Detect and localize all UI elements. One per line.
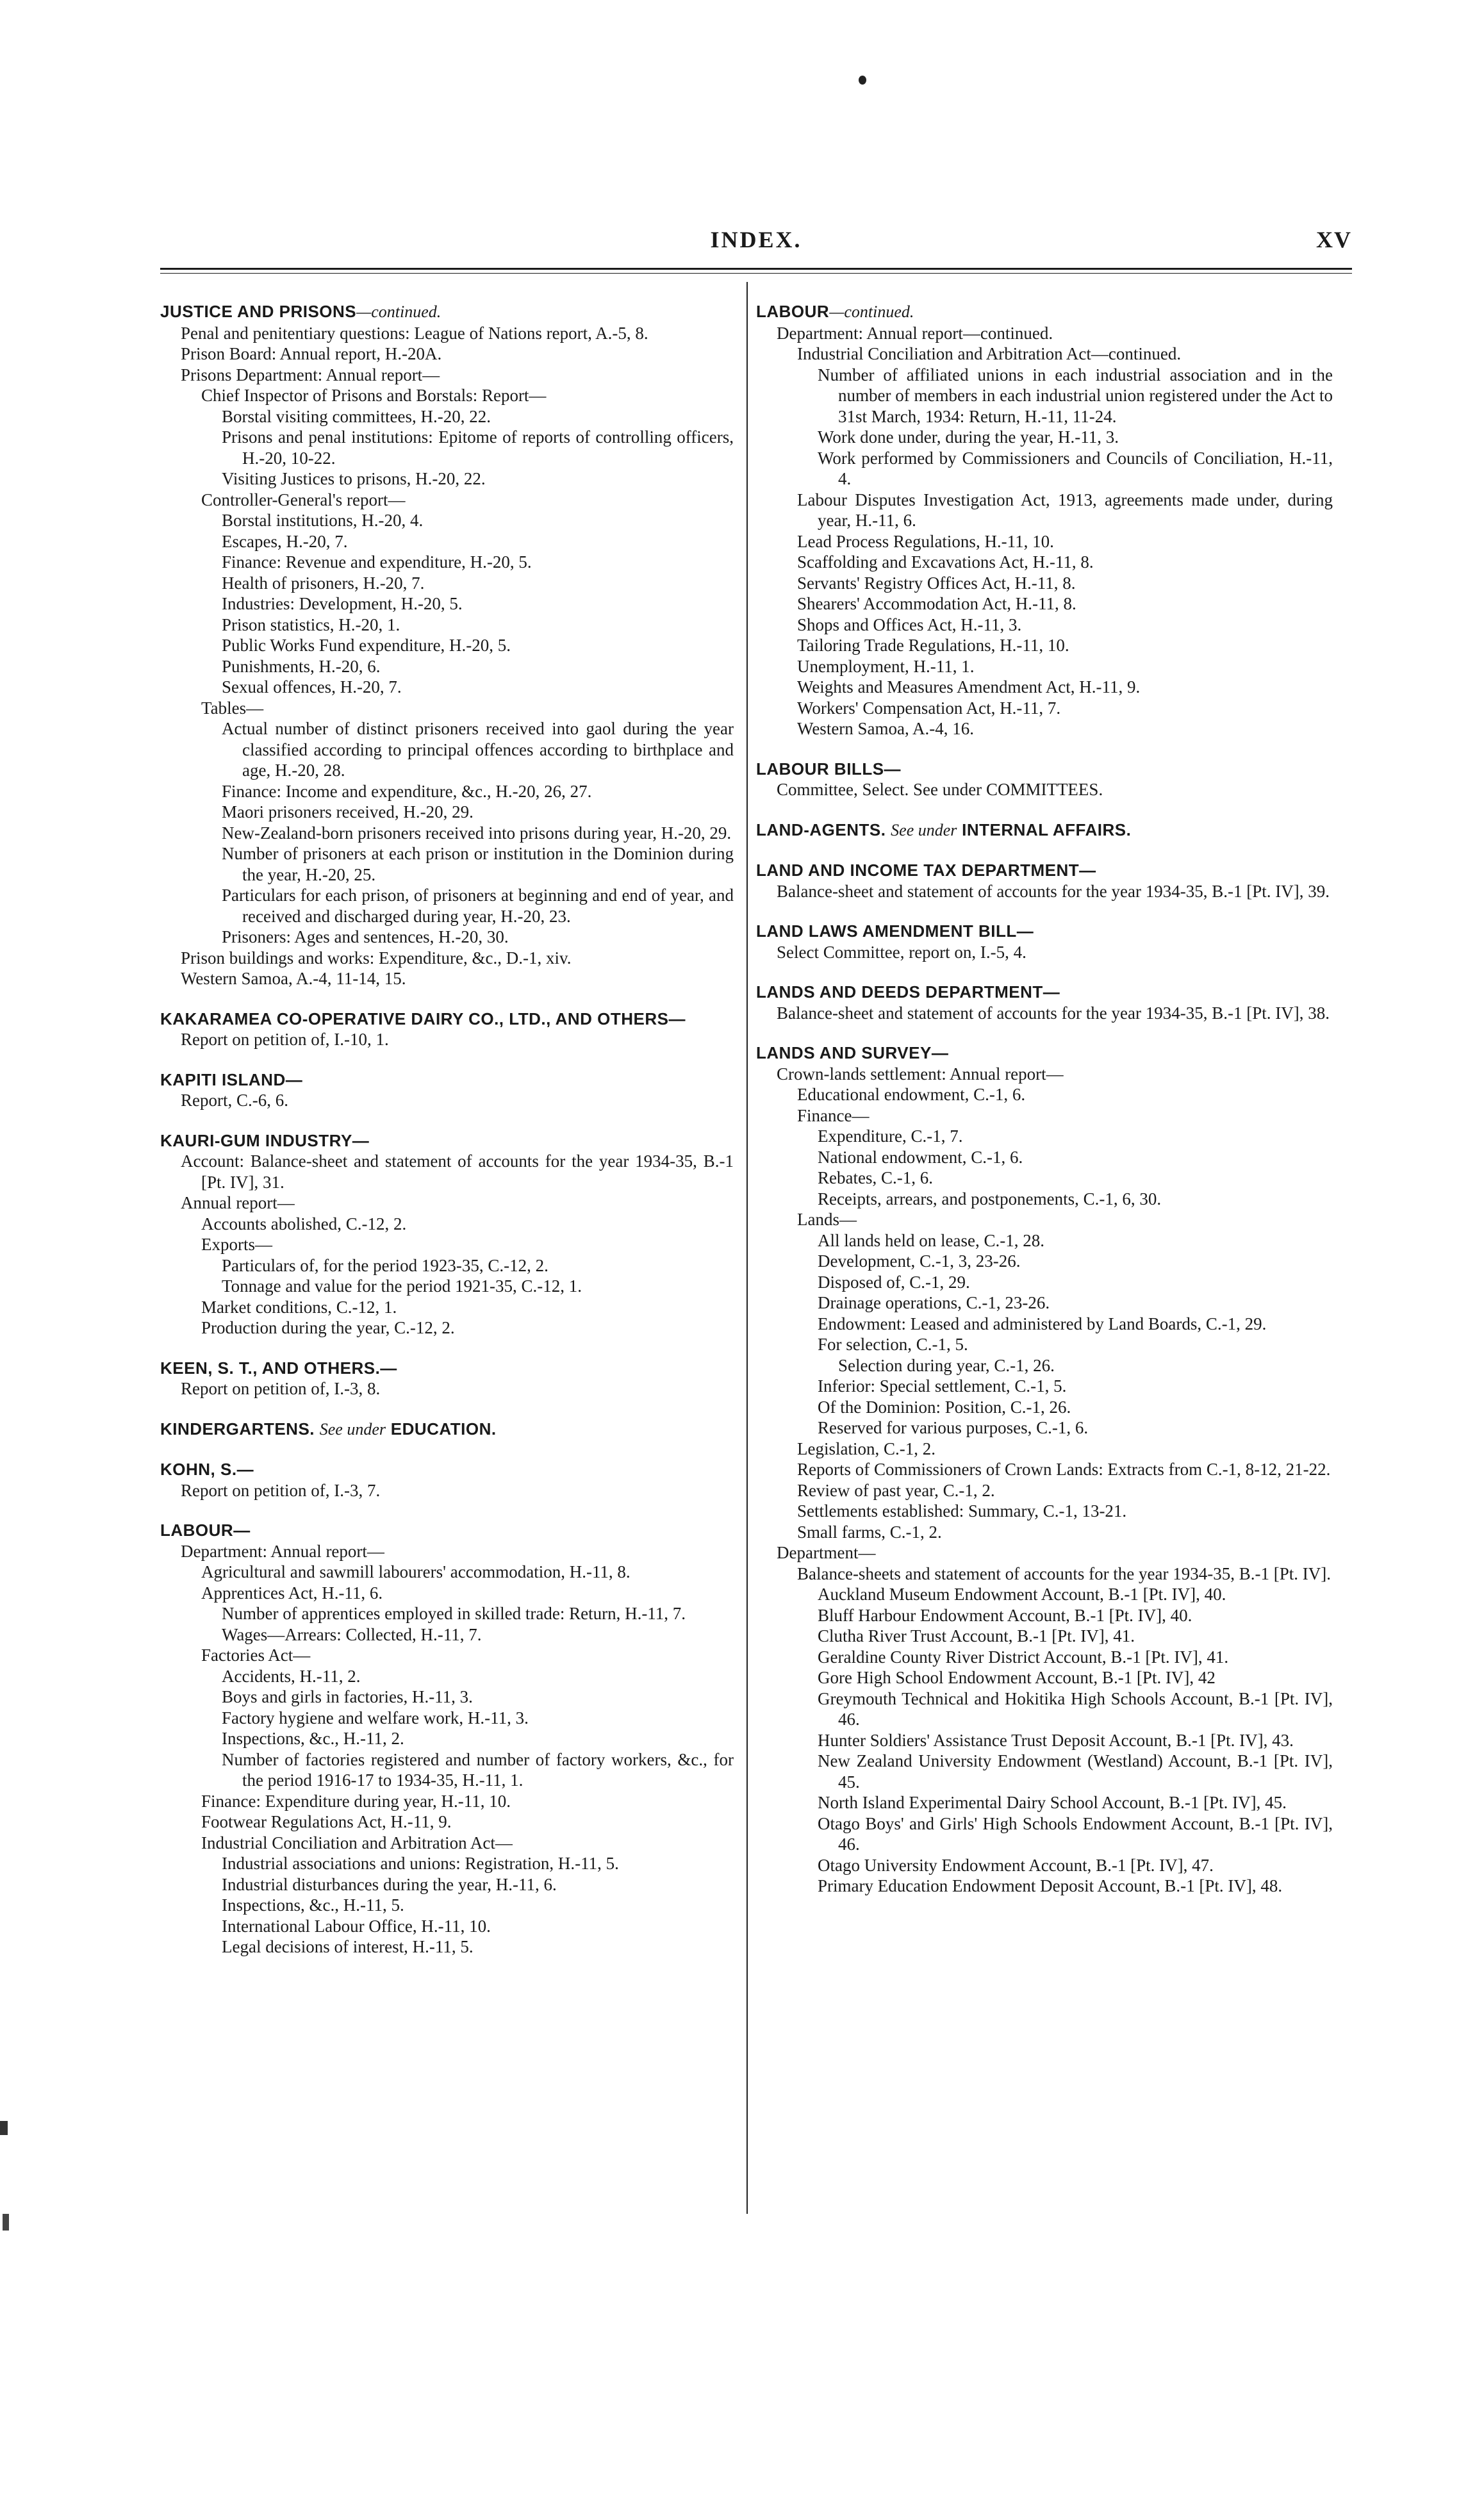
heading-text: LABOUR <box>756 302 830 321</box>
index-entry <box>756 698 1333 719</box>
see-under-label: See under <box>912 780 982 799</box>
entry-text: Bluff Harbour Endowment Account, B.-1 [Pt. IV], 40. <box>818 1605 1192 1625</box>
index-entry <box>756 1334 1333 1355</box>
index-entry <box>756 1397 1333 1418</box>
index-entry <box>756 718 1333 739</box>
entry-text: Unemployment, H.-11, 1. <box>797 656 975 676</box>
column-divider <box>746 282 748 2214</box>
entry-text: Accounts abolished, C.-12, 2. <box>201 1214 407 1233</box>
index-entry <box>160 823 734 844</box>
index-heading <box>756 1043 1333 1064</box>
entry-text: Production during the year, C.-12, 2. <box>201 1318 455 1337</box>
heading-text: KAPITI ISLAND— <box>160 1069 303 1089</box>
index-entry <box>160 1708 734 1729</box>
entry-text: Apprentices Act, H.-11, 6. <box>201 1583 383 1603</box>
entry-text: Selection during year, C.-1, 26. <box>838 1355 1055 1375</box>
index-entry <box>756 427 1333 448</box>
index-entry <box>160 802 734 823</box>
index-entry <box>756 1459 1333 1480</box>
entry-text: Prisoners: Ages and sentences, H.-20, 30. <box>222 927 509 946</box>
entry-text: Department: Annual report— <box>181 1541 384 1561</box>
index-entry <box>160 1687 734 1708</box>
index-entry <box>756 323 1333 344</box>
index-entry <box>160 635 734 656</box>
entry-text: Department: Annual report—continued. <box>777 323 1053 343</box>
index-entry <box>160 1541 734 1562</box>
index-entry <box>160 1192 734 1214</box>
entry-text: Exports— <box>201 1235 272 1254</box>
entry-text: Boys and girls in factories, H.-11, 3. <box>222 1687 473 1706</box>
index-entry <box>160 427 734 468</box>
index-entry <box>756 490 1333 531</box>
index-entry <box>160 843 734 885</box>
entry-text: Drainage operations, C.-1, 23-26. <box>818 1293 1050 1312</box>
index-heading <box>160 301 734 323</box>
index-entry <box>160 781 734 802</box>
entry-text: Tailoring Trade Regulations, H.-11, 10. <box>797 636 1069 655</box>
entry-text: Western Samoa, A.-4, 16. <box>797 719 975 738</box>
index-heading <box>160 1419 734 1440</box>
index-entry <box>160 406 734 427</box>
index-entry <box>756 614 1333 636</box>
index-entry <box>160 885 734 927</box>
entry-text: All lands held on lease, C.-1, 28. <box>818 1230 1044 1250</box>
index-entry <box>160 468 734 490</box>
entry-text: Finance— <box>797 1105 870 1125</box>
index-entry <box>756 1189 1333 1210</box>
index-entry <box>756 1667 1333 1688</box>
see-under-label: See under <box>319 1419 386 1439</box>
entry-text: Controller-General's report— <box>201 490 406 509</box>
index-entry <box>756 1105 1333 1126</box>
entry-text: Market conditions, C.-12, 1. <box>201 1297 397 1317</box>
index-entry <box>160 1791 734 1812</box>
index-entry <box>160 1029 734 1050</box>
index-entry <box>160 656 734 677</box>
entry-text: Western Samoa, A.-4, 11-14, 15. <box>181 969 406 988</box>
entry-text: Wages—Arrears: Collected, H.-11, 7. <box>222 1624 482 1644</box>
index-entry <box>756 1126 1333 1147</box>
index-entry <box>756 1751 1333 1792</box>
entry-text: Balance-sheets and statement of accounts for the year 1934-35, B.-1 [Pt. IV]. <box>797 1563 1331 1583</box>
entry-text: Small farms, C.-1, 2. <box>797 1522 942 1542</box>
entry-text: Number of affiliated unions in each industrial association and in the number of members in each industrial union registered under the Act to 31st March, 1934: Return, H.-11, 11-24. <box>818 365 1333 426</box>
entry-text: Maori prisoners received, H.-20, 29. <box>222 802 474 821</box>
index-entry <box>160 1645 734 1666</box>
index-entry <box>756 779 1333 800</box>
entry-text: Crown-lands settlement: Annual report— <box>777 1064 1064 1084</box>
entry-text: Inspections, &c., H.-11, 5. <box>222 1895 404 1915</box>
entry-text: Chief Inspector of Prisons and Borstals: Report— <box>201 386 547 405</box>
entry-text: Tonnage and value for the period 1921-35, C.-12, 1. <box>222 1276 582 1296</box>
entry-text: Otago Boys' and Girls' High Schools Endowment Account, B.-1 [Pt. IV], 46. <box>818 1813 1333 1854</box>
entry-text: Accidents, H.-11, 2. <box>222 1666 361 1686</box>
entry-text: Servants' Registry Offices Act, H.-11, 8. <box>797 573 1076 593</box>
entry-text: Department— <box>777 1543 876 1562</box>
entry-text: Prison statistics, H.-20, 1. <box>222 614 400 634</box>
entry-text: Prisons Department: Annual report— <box>181 365 440 384</box>
index-entry <box>756 552 1333 573</box>
entry-text: Industrial Conciliation and Arbitration Act—continued. <box>797 344 1182 363</box>
entry-text: North Island Experimental Dairy School Account, B.-1 [Pt. IV], 45. <box>818 1793 1287 1812</box>
index-entry <box>160 1666 734 1687</box>
entry-text: Escapes, H.-20, 7. <box>222 531 348 551</box>
index-entry <box>160 1562 734 1583</box>
heading-text: LAND-AGENTS. <box>756 820 886 839</box>
index-entry <box>756 1730 1333 1751</box>
entry-text: Borstal institutions, H.-20, 4. <box>222 511 424 530</box>
index-entry <box>160 1936 734 1958</box>
entry-text: Particulars for each prison, of prisoners at beginning and end of year, and received and discharged during year, H.-20, 23. <box>222 886 734 926</box>
index-entry <box>756 881 1333 902</box>
entry-text: Balance-sheet and statement of accounts for the year 1934-35, B.-1 [Pt. IV], 38. <box>777 1003 1330 1023</box>
index-entry <box>160 677 734 698</box>
entry-text: Finance: Revenue and expenditure, H.-20, 5. <box>222 552 532 572</box>
index-entry <box>160 1916 734 1937</box>
index-entry <box>756 1584 1333 1605</box>
index-entry <box>160 1276 734 1297</box>
entry-text: Legislation, C.-1, 2. <box>797 1439 936 1458</box>
index-entry <box>756 1563 1333 1585</box>
entry-text: Work done under, during the year, H.-11, 3. <box>818 427 1119 447</box>
entry-text: Workers' Compensation Act, H.-11, 7. <box>797 698 1061 718</box>
entry-text: For selection, C.-1, 5. <box>818 1335 968 1354</box>
entry-text: Receipts, arrears, and postponements, C.-1, 6, 30. <box>818 1189 1162 1208</box>
entry-text: Prisons and penal institutions: Epitome of reports of controlling officers, H.-20, 10-22. <box>222 427 734 468</box>
index-heading <box>160 1520 734 1541</box>
index-entry <box>756 1084 1333 1105</box>
heading-text: LAND LAWS AMENDMENT BILL— <box>756 921 1034 941</box>
entry-text: Settlements established: Summary, C.-1, 13-21. <box>797 1501 1127 1521</box>
entry-text: Legal decisions of interest, H.-11, 5. <box>222 1937 474 1956</box>
entry-text: Particulars of, for the period 1923-35, C.-12, 2. <box>222 1255 548 1275</box>
entry-text: Visiting Justices to prisons, H.-20, 22. <box>222 469 486 488</box>
heading-text: LABOUR— <box>160 1521 251 1540</box>
entry-text: Factories Act— <box>201 1645 311 1665</box>
entry-text: Work performed by Commissioners and Councils of Conciliation, H.-11, 4. <box>818 448 1333 488</box>
index-entry <box>160 510 734 531</box>
cross-reference: COMMITTEES. <box>985 780 1103 799</box>
index-entry <box>160 1480 734 1501</box>
index-entry <box>160 1853 734 1874</box>
index-entry <box>756 1647 1333 1668</box>
index-entry <box>160 343 734 365</box>
entry-text: Committee, Select. <box>777 780 909 799</box>
index-entry <box>160 1214 734 1235</box>
entry-text: Reserved for various purposes, C.-1, 6. <box>818 1418 1089 1437</box>
index-heading <box>756 921 1333 942</box>
index-entry <box>756 1147 1333 1168</box>
heading-text: LANDS AND SURVEY— <box>756 1043 949 1062</box>
entry-text: Geraldine County River District Account, B.-1 [Pt. IV], 41. <box>818 1647 1229 1667</box>
entry-text: Health of prisoners, H.-20, 7. <box>222 573 425 593</box>
entry-text: Inspections, &c., H.-11, 2. <box>222 1729 404 1748</box>
entry-text: Number of prisoners at each prison or institution in the Dominion during the year, H.-20, 25. <box>222 844 734 884</box>
index-entry <box>756 573 1333 594</box>
binding-mark <box>3 2214 9 2231</box>
header-rule-thin <box>160 273 1352 274</box>
index-entry <box>160 593 734 614</box>
index-heading <box>160 1358 734 1379</box>
heading-text: KAKARAMEA CO-OPERATIVE DAIRY CO., LTD., AND OTHERS— <box>160 1009 686 1028</box>
index-heading <box>160 1459 734 1480</box>
entry-text: Review of past year, C.-1, 2. <box>797 1480 995 1500</box>
entry-text: Auckland Museum Endowment Account, B.-1 [Pt. IV], 40. <box>818 1585 1226 1604</box>
continued-label: —continued. <box>356 302 441 321</box>
entry-text: Agricultural and sawmill labourers' accommodation, H.-11, 8. <box>201 1562 631 1581</box>
entry-text: Educational endowment, C.-1, 6. <box>797 1085 1026 1104</box>
entry-text: Report on petition of, I.-10, 1. <box>181 1030 389 1049</box>
entry-text: Actual number of distinct prisoners received into gaol during the year classified according to principal offences according to birthplace and age, H.-20, 28. <box>222 719 734 780</box>
index-entry <box>756 1272 1333 1293</box>
heading-text: JUSTICE AND PRISONS <box>160 302 357 321</box>
entry-text: Account: Balance-sheet and statement of accounts for the year 1934-35, B.-1 [Pt. IV], 31. <box>181 1151 734 1192</box>
index-entry <box>160 1234 734 1255</box>
index-entry <box>756 1792 1333 1813</box>
entry-text: Development, C.-1, 3, 23-26. <box>818 1251 1021 1271</box>
entry-text: Scaffolding and Excavations Act, H.-11, 8. <box>797 552 1094 572</box>
index-entry <box>160 531 734 552</box>
left-column <box>160 301 734 1958</box>
index-entry <box>756 635 1333 656</box>
index-entry <box>756 1292 1333 1314</box>
index-entry <box>756 1626 1333 1647</box>
entry-text: Finance: Expenditure during year, H.-11, 10. <box>201 1791 511 1811</box>
entry-text: Annual report— <box>181 1193 295 1212</box>
heading-text: KINDERGARTENS. <box>160 1419 315 1439</box>
index-entry <box>160 614 734 636</box>
index-entry <box>160 927 734 948</box>
index-heading <box>756 759 1333 780</box>
index-entry <box>160 1090 734 1111</box>
entry-text: Reports of Commissioners of Crown Lands: Extracts from C.-1, 8-12, 21-22. <box>797 1460 1331 1479</box>
binding-mark <box>0 2121 8 2135</box>
heading-text: LABOUR BILLS— <box>756 759 902 779</box>
index-entry <box>160 1151 734 1192</box>
index-entry <box>756 343 1333 365</box>
index-heading <box>756 820 1333 841</box>
index-entry <box>160 1255 734 1276</box>
index-entry <box>160 1895 734 1916</box>
cross-reference: EDUCATION. <box>390 1419 497 1439</box>
entry-text: Disposed of, C.-1, 29. <box>818 1272 970 1292</box>
right-column <box>756 301 1333 1897</box>
index-entry <box>160 573 734 594</box>
index-entry <box>160 323 734 344</box>
index-heading <box>756 860 1333 881</box>
entry-text: Factory hygiene and welfare work, H.-11, 3. <box>222 1708 529 1728</box>
entry-text: Report, C.-6, 6. <box>181 1091 288 1110</box>
entry-text: Industrial disturbances during the year, H.-11, 6. <box>222 1874 557 1894</box>
index-entry <box>756 1855 1333 1876</box>
entry-text: Tables— <box>201 698 264 718</box>
header-rule <box>160 268 1352 270</box>
heading-text: LANDS AND DEEDS DEPARTMENT— <box>756 982 1060 1002</box>
index-entry <box>756 1355 1333 1376</box>
index-entry <box>160 365 734 386</box>
entry-text: Public Works Fund expenditure, H.-20, 5. <box>222 636 511 655</box>
index-entry <box>756 1230 1333 1251</box>
entry-text: Sexual offences, H.-20, 7. <box>222 677 402 697</box>
index-heading <box>160 1130 734 1151</box>
index-entry <box>160 1833 734 1854</box>
entry-text: Punishments, H.-20, 6. <box>222 656 381 676</box>
entry-text: Number of apprentices employed in skilled trade: Return, H.-11, 7. <box>222 1604 686 1623</box>
entry-text: Inferior: Special settlement, C.-1, 5. <box>818 1376 1067 1396</box>
index-entry <box>756 1003 1333 1024</box>
index-entry <box>160 1624 734 1645</box>
entry-text: Balance-sheet and statement of accounts for the year 1934-35, B.-1 [Pt. IV], 39. <box>777 881 1330 901</box>
index-heading <box>756 982 1333 1003</box>
index-entry <box>160 1749 734 1791</box>
page-header <box>160 221 1352 266</box>
index-heading <box>160 1069 734 1091</box>
index-entry <box>160 1728 734 1749</box>
index-entry <box>756 1542 1333 1563</box>
entry-text: Greymouth Technical and Hokitika High Schools Account, B.-1 [Pt. IV], 46. <box>818 1688 1333 1729</box>
index-entry <box>756 677 1333 698</box>
entry-text: Shearers' Accommodation Act, H.-11, 8. <box>797 594 1076 613</box>
index-heading <box>756 301 1333 323</box>
entry-text: Lead Process Regulations, H.-11, 10. <box>797 531 1054 551</box>
page-number: XV <box>1316 227 1352 252</box>
entry-text: Borstal visiting committees, H.-20, 22. <box>222 406 491 426</box>
index-entry <box>160 1603 734 1624</box>
entry-text: Select Committee, report on, I.-5, 4. <box>777 942 1026 962</box>
index-entry <box>756 1314 1333 1335</box>
see-under-label: See under <box>891 820 957 839</box>
index-entry <box>756 1501 1333 1522</box>
index-entry <box>160 490 734 511</box>
entry-text: New Zealand University Endowment (Westland) Account, B.-1 [Pt. IV], 45. <box>818 1751 1333 1792</box>
index-entry <box>160 968 734 989</box>
heading-text: KOHN, S.— <box>160 1460 254 1479</box>
index-entry <box>756 365 1333 427</box>
entry-text: Rebates, C.-1, 6. <box>818 1168 933 1187</box>
index-entry <box>160 1583 734 1604</box>
cross-reference: INTERNAL AFFAIRS. <box>962 820 1132 839</box>
index-entry <box>756 1813 1333 1855</box>
entry-text: Otago University Endowment Account, B.-1 [Pt. IV], 47. <box>818 1855 1214 1875</box>
entry-text: Endowment: Leased and administered by Land Boards, C.-1, 29. <box>818 1314 1267 1333</box>
index-entry <box>756 1064 1333 1085</box>
index-entry <box>160 698 734 719</box>
heading-text: KAURI-GUM INDUSTRY— <box>160 1130 370 1150</box>
index-entry <box>160 385 734 406</box>
heading-text: LAND AND INCOME TAX DEPARTMENT— <box>756 861 1096 880</box>
entry-text: Number of factories registered and number of factory workers, &c., for the period 1916-17 to 1934-35, H.-11, 1. <box>222 1749 734 1790</box>
entry-text: New-Zealand-born prisoners received into prisons during year, H.-20, 29. <box>222 823 732 843</box>
entry-text: Report on petition of, I.-3, 7. <box>181 1480 381 1500</box>
page-title: INDEX. <box>710 227 802 252</box>
entry-text: Penal and penitentiary questions: League of Nations report, A.-5, 8. <box>181 323 648 343</box>
entry-text: Industries: Development, H.-20, 5. <box>222 594 463 613</box>
stray-mark <box>859 76 866 85</box>
index-entry <box>160 718 734 781</box>
index-entry <box>160 1378 734 1399</box>
index-entry <box>756 1209 1333 1230</box>
index-entry <box>756 1251 1333 1272</box>
index-entry <box>160 1297 734 1318</box>
index-entry <box>756 448 1333 490</box>
index-entry <box>756 1417 1333 1439</box>
index-entry <box>756 593 1333 614</box>
index-entry <box>756 1480 1333 1501</box>
entry-text: Labour Disputes Investigation Act, 1913, agreements made under, during year, H.-11, 6. <box>797 490 1333 530</box>
entry-text: Footwear Regulations Act, H.-11, 9. <box>201 1812 452 1831</box>
entry-text: International Labour Office, H.-11, 10. <box>222 1916 491 1936</box>
heading-text: KEEN, S. T., AND OTHERS.— <box>160 1358 397 1378</box>
entry-text: Industrial associations and unions: Registration, H.-11, 5. <box>222 1854 619 1873</box>
entry-text: Clutha River Trust Account, B.-1 [Pt. IV], 41. <box>818 1626 1135 1645</box>
index-entry <box>756 656 1333 677</box>
index-entry <box>756 1167 1333 1189</box>
entry-text: Industrial Conciliation and Arbitration Act— <box>201 1833 513 1852</box>
entry-text: Expenditure, C.-1, 7. <box>818 1126 963 1146</box>
index-entry <box>160 948 734 969</box>
index-entry <box>756 1605 1333 1626</box>
entry-text: Report on petition of, I.-3, 8. <box>181 1379 381 1398</box>
entry-text: Finance: Income and expenditure, &c., H.-20, 26, 27. <box>222 781 592 801</box>
entry-text: Weights and Measures Amendment Act, H.-11, 9. <box>797 677 1141 697</box>
index-entry <box>756 1876 1333 1897</box>
index-heading <box>160 1009 734 1030</box>
index-entry <box>756 1688 1333 1730</box>
index-entry <box>160 1811 734 1833</box>
index-entry <box>756 531 1333 552</box>
entry-text: Hunter Soldiers' Assistance Trust Deposit Account, B.-1 [Pt. IV], 43. <box>818 1730 1294 1750</box>
index-entry <box>756 1376 1333 1397</box>
entry-text: Of the Dominion: Position, C.-1, 26. <box>818 1397 1071 1417</box>
entry-text: Shops and Offices Act, H.-11, 3. <box>797 614 1022 634</box>
index-entry <box>160 552 734 573</box>
entry-text: Prison buildings and works: Expenditure, &c., D.-1, xiv. <box>181 948 572 968</box>
index-entry <box>160 1317 734 1339</box>
index-entry <box>756 1439 1333 1460</box>
entry-text: Lands— <box>797 1210 857 1229</box>
entry-text: Primary Education Endowment Deposit Account, B.-1 [Pt. IV], 48. <box>818 1876 1283 1895</box>
entry-text: Prison Board: Annual report, H.-20A. <box>181 344 442 363</box>
index-entry <box>756 942 1333 963</box>
index-entry <box>756 1522 1333 1543</box>
continued-label: —continued. <box>829 302 914 321</box>
index-entry <box>160 1874 734 1895</box>
entry-text: Gore High School Endowment Account, B.-1 [Pt. IV], 42 <box>818 1668 1216 1687</box>
entry-text: National endowment, C.-1, 6. <box>818 1147 1023 1167</box>
